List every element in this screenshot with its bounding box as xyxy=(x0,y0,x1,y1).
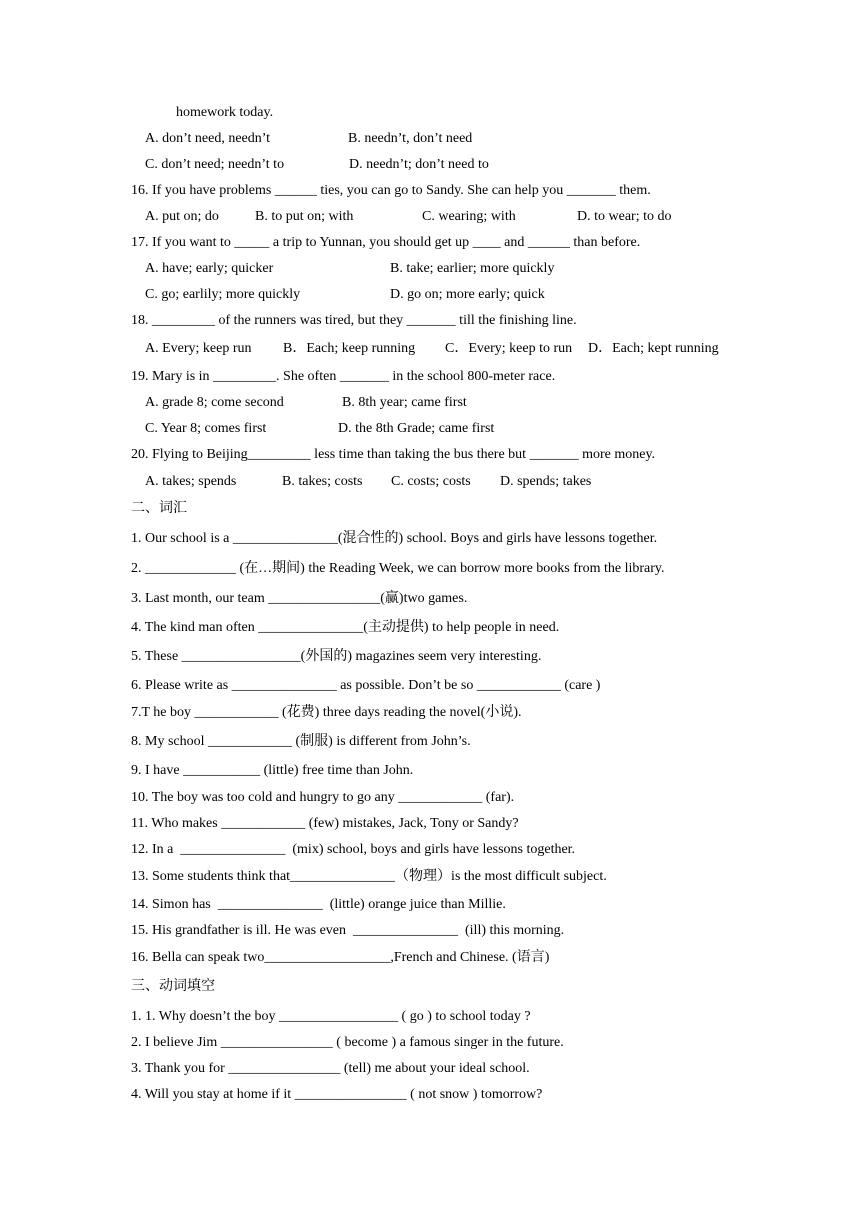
q20-option-a: A. takes; spends xyxy=(145,474,237,489)
q20-option-d: D. spends; takes xyxy=(500,474,592,489)
q20-option-c: C. costs; costs xyxy=(391,474,471,489)
vocab-item-14: 14. Simon has _______________ (little) orange juice than Millie. xyxy=(131,897,506,912)
q19-option-b: B. 8th year; came first xyxy=(342,395,467,410)
question-16: 16. If you have problems ______ ties, you can go to Sandy. She can help you _______ them. xyxy=(131,183,651,198)
q15-option-d: D. needn’t; don’t need to xyxy=(349,157,489,172)
q20-option-b: B. takes; costs xyxy=(282,474,363,489)
q19-option-c: C. Year 8; comes first xyxy=(145,421,267,436)
q15-option-b: B. needn’t, don’t need xyxy=(348,131,473,146)
vocab-item-2: 2. _____________ (在…期间) the Reading Week, we can borrow more books from the library. xyxy=(131,561,665,576)
q15-option-c: C. don’t need; needn’t to xyxy=(145,157,285,172)
verb-item-4: 4. Will you stay at home if it ________________ ( not snow ) tomorrow? xyxy=(131,1087,543,1102)
q15-continuation: homework today. xyxy=(176,105,274,120)
vocab-item-11: 11. Who makes ____________ (few) mistakes, Jack, Tony or Sandy? xyxy=(131,816,519,831)
vocab-item-15: 15. His grandfather is ill. He was even _______________ (ill) this morning. xyxy=(131,923,565,938)
q16-option-a: A. put on; do xyxy=(145,209,219,224)
vocab-item-13: 13. Some students think that_______________（物理）is the most difficult subject. xyxy=(131,869,607,884)
vocab-item-8: 8. My school ____________ (制服) is different from John’s. xyxy=(131,734,471,749)
vocab-item-7: 7.T he boy ____________ (花费) three days reading the novel(小说). xyxy=(131,705,522,720)
vocab-item-3: 3. Last month, our team ________________(赢)two games. xyxy=(131,591,468,606)
verb-item-1: 1. 1. Why doesn’t the boy _________________ ( go ) to school today ? xyxy=(131,1009,531,1024)
section-heading-verbs: 三、动词填空 xyxy=(131,979,215,994)
verb-item-2: 2. I believe Jim ________________ ( become ) a famous singer in the future. xyxy=(131,1035,564,1050)
q19-option-a: A. grade 8; come second xyxy=(145,395,284,410)
vocab-item-4: 4. The kind man often _______________(主动提供) to help people in need. xyxy=(131,620,560,635)
q18-option-d: D．Each; kept running xyxy=(588,341,719,356)
vocab-item-10: 10. The boy was too cold and hungry to go any ____________ (far). xyxy=(131,790,515,805)
q15-option-a: A. don’t need, needn’t xyxy=(145,131,271,146)
vocab-item-6: 6. Please write as _______________ as possible. Don’t be so ____________ (care ) xyxy=(131,678,601,693)
q18-option-b: B．Each; keep running xyxy=(283,341,416,356)
q17-option-c: C. go; earlily; more quickly xyxy=(145,287,301,302)
section-heading-vocabulary: 二、词汇 xyxy=(131,501,187,516)
question-17: 17. If you want to _____ a trip to Yunnan, you should get up ____ and ______ than before. xyxy=(131,235,641,250)
vocab-item-9: 9. I have ___________ (little) free time than John. xyxy=(131,763,414,778)
vocab-item-5: 5. These _________________(外国的) magazines seem very interesting. xyxy=(131,649,542,664)
q18-option-c: C．Every; keep to run xyxy=(445,341,573,356)
question-20: 20. Flying to Beijing_________ less time than taking the bus there but _______ more money. xyxy=(131,447,656,462)
q17-option-a: A. have; early; quicker xyxy=(145,261,274,276)
q17-option-d: D. go on; more early; quick xyxy=(390,287,545,302)
vocab-item-12: 12. In a _______________ (mix) school, boys and girls have lessons together. xyxy=(131,842,576,857)
vocab-item-1: 1. Our school is a _______________(混合性的) school. Boys and girls have lessons together. xyxy=(131,531,658,546)
verb-item-3: 3. Thank you for ________________ (tell) me about your ideal school. xyxy=(131,1061,530,1076)
vocab-item-16: 16. Bella can speak two__________________,French and Chinese. (语言) xyxy=(131,950,550,965)
q16-option-c: C. wearing; with xyxy=(422,209,516,224)
q18-option-a: A. Every; keep run xyxy=(145,341,252,356)
question-19: 19. Mary is in _________. She often _______ in the school 800-meter race. xyxy=(131,369,556,384)
q16-option-d: D. to wear; to do xyxy=(577,209,672,224)
q19-option-d: D. the 8th Grade; came first xyxy=(338,421,495,436)
q16-option-b: B. to put on; with xyxy=(255,209,354,224)
question-18: 18. _________ of the runners was tired, but they _______ till the finishing line. xyxy=(131,313,577,328)
q17-option-b: B. take; earlier; more quickly xyxy=(390,261,555,276)
